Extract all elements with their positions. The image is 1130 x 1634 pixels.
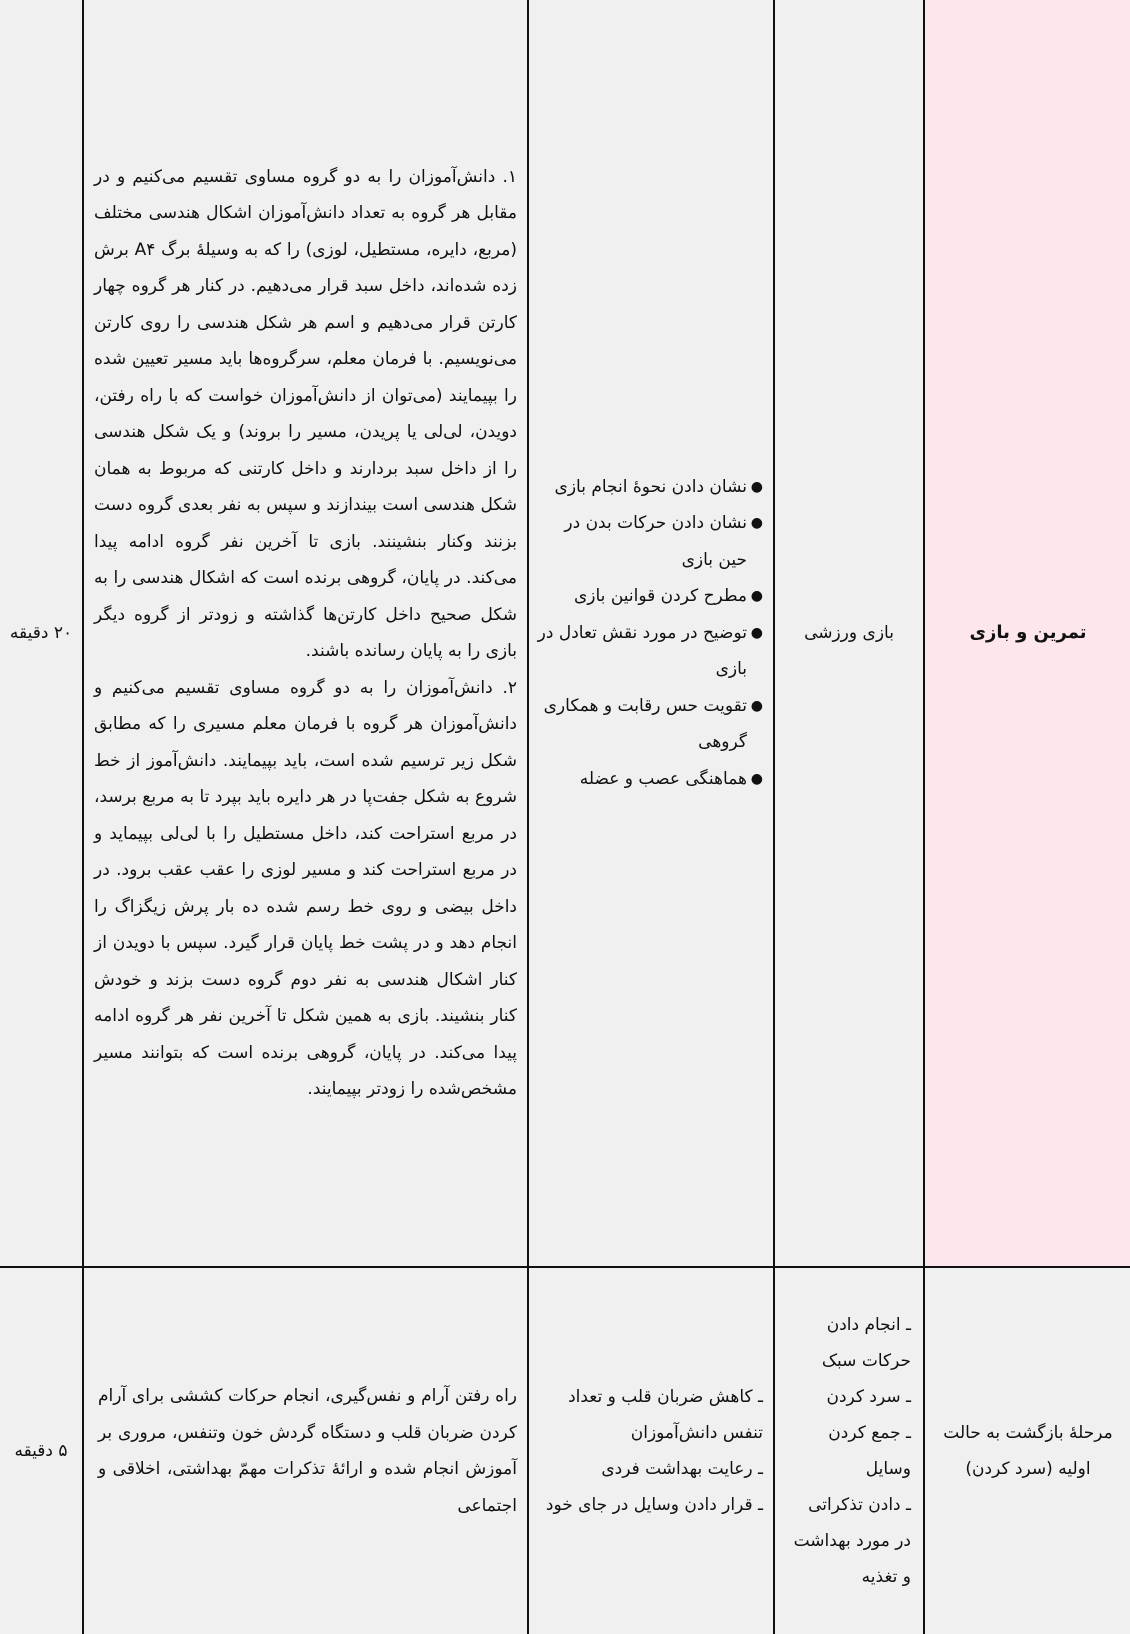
time-cell (0, 0, 83, 1267)
goal-text: نشان دادن حرکات بدن در حین بازی (564, 513, 747, 570)
method-item: ـ دادن تذکراتی در مورد بهداشت و تغذیه (793, 1495, 911, 1587)
goal-text: نشان دادن نحوهٔ انجام بازی (554, 476, 747, 497)
bullet-icon: ● (750, 624, 763, 641)
goals-cell (528, 1267, 774, 1634)
goal-item (537, 761, 763, 798)
bullet-icon: ● (750, 697, 763, 714)
method-text: بازی ورزشی (804, 622, 894, 643)
method-cell (774, 1267, 924, 1634)
phase-title: مرحلهٔ بازگشت به حالت اولیه (سرد کردن) (943, 1422, 1113, 1479)
goal-item (537, 615, 763, 688)
goal-item: ـ رعایت بهداشت فردی (601, 1459, 763, 1479)
phase-cell (924, 1267, 1130, 1634)
activity-text (84, 159, 527, 1108)
goal-text: توضیح در مورد نقش تعادل در بازی (537, 622, 747, 680)
bullet-icon: ● (750, 770, 763, 787)
activity-text: راه رفتن آرام و نفس‌گیری، انجام حرکات کششی برای آرام کردن ضربان قلب و دستگاه گردش خون وتنفس، مروری بر آموزش انجام شده و ارائهٔ تذکرات مهمّ بهداشتی، اخلاقی و اجتماعی (98, 1386, 517, 1516)
method-item: ـ سرد کردن (826, 1387, 911, 1407)
phase-title: تمرین و بازی (969, 621, 1087, 643)
activity-cell (83, 1267, 528, 1634)
table-row-cooldown (0, 1267, 1130, 1634)
goal-text: مطرح کردن قوانین بازی (573, 586, 747, 607)
bullet-icon: ● (750, 588, 763, 605)
time-text: ۲۰ دقیقه (9, 622, 73, 643)
time-text: ۵ دقیقه (14, 1440, 68, 1461)
activity-cell (83, 0, 528, 1267)
phase-cell (924, 0, 1130, 1267)
bullet-icon: ● (750, 515, 763, 532)
goal-item (537, 688, 763, 761)
goal-item: ـ کاهش ضربان قلب و تعداد تنفس دانش‌آموزان (568, 1387, 763, 1443)
goal-text: هماهنگی عصب و عضله (579, 768, 747, 789)
goals-list (529, 1379, 773, 1523)
goals-list (529, 469, 773, 798)
goal-item (537, 578, 763, 615)
method-cell (774, 0, 924, 1267)
activity-paragraph-1: ۱. دانش‌آموزان را به دو گروه مساوی تقسیم می‌کنیم و در مقابل هر گروه به تعداد دانش‌آموزان اشکال هندسی مختلف (مربع، دایره، مستطیل، لوزی) را که به وسیلهٔ برگ A۴ برش زده شده‌اند، داخل سبد قرار می‌دهیم. در کنار هر گروه چهار کارتن قرار می‌دهیم و اسم هر شکل هندسی را روی کارتن می‌نویسیم. با فرمان معلم، سرگروه‌ها باید مسیر تعیین شده را بپیمایند (می‌توان از دانش‌آموزان خواست که با راه رفتن، دویدن، لی‌لی یا پریدن، مسیر را بروند) و یک شکل هندسی را از داخل سبد بردارند و داخل کارتنی که مربوط به همان شکل هندسی است بیندازند و سپس به نفر بعدی گروه دست بزنند وکنار بنشینند. بازی تا آخرین نفر گروه ادامه پیدا می‌کند. در پایان، گروهی برنده است که اشکال هندسی را به شکل صحیح داخل کارتن‌ها گذاشته و زودتر از گروه دیگر بازی را به پایان رسانده باشند. (94, 166, 517, 661)
goal-item (537, 505, 763, 578)
goals-cell (528, 0, 774, 1267)
time-cell (0, 1267, 83, 1634)
bullet-icon: ● (750, 478, 763, 495)
method-item: ـ انجام دادن حرکات سبک (821, 1315, 911, 1371)
activity-paragraph-2: ۲. دانش‌آموزان را به دو گروه مساوی تقسیم می‌کنیم و دانش‌آموزان هر گروه با فرمان معلم مسیری را که مطابق شکل زیر ترسیم شده است، باید بپیمایند. دانش‌آموز از خط شروع به شکل جفت‌پا در هر دایره باید بپرد تا به مربع برسد، در مربع استراحت کند، داخل مستطیل را با لی‌لی بپیماید و در مربع استراحت کند و مسیر لوزی را عقب عقب برود. در داخل بیضی و روی خط رسم شده ده بار پرش زیگزاگ را انجام دهد و در پشت خط پایان قرار گیرد. سپس با دویدن از کنار اشکال هندسی به نفر دوم گروه دست بزند و خودش کنار بنشیند. بازی به همین شکل تا آخرین نفر هر گروه ادامه پیدا می‌کند. در پایان، گروهی برنده است که بتوانند مسیر مشخص‌شده را زودتر بپیمایند. (94, 677, 517, 1099)
method-item: ـ جمع کردن وسایل (828, 1423, 911, 1479)
method-list (775, 1307, 923, 1595)
goal-item (537, 469, 763, 506)
goal-text: تقویت حس رقابت و همکاری گروهی (543, 695, 747, 753)
goal-item: ـ قرار دادن وسایل در جای خود (545, 1495, 763, 1515)
